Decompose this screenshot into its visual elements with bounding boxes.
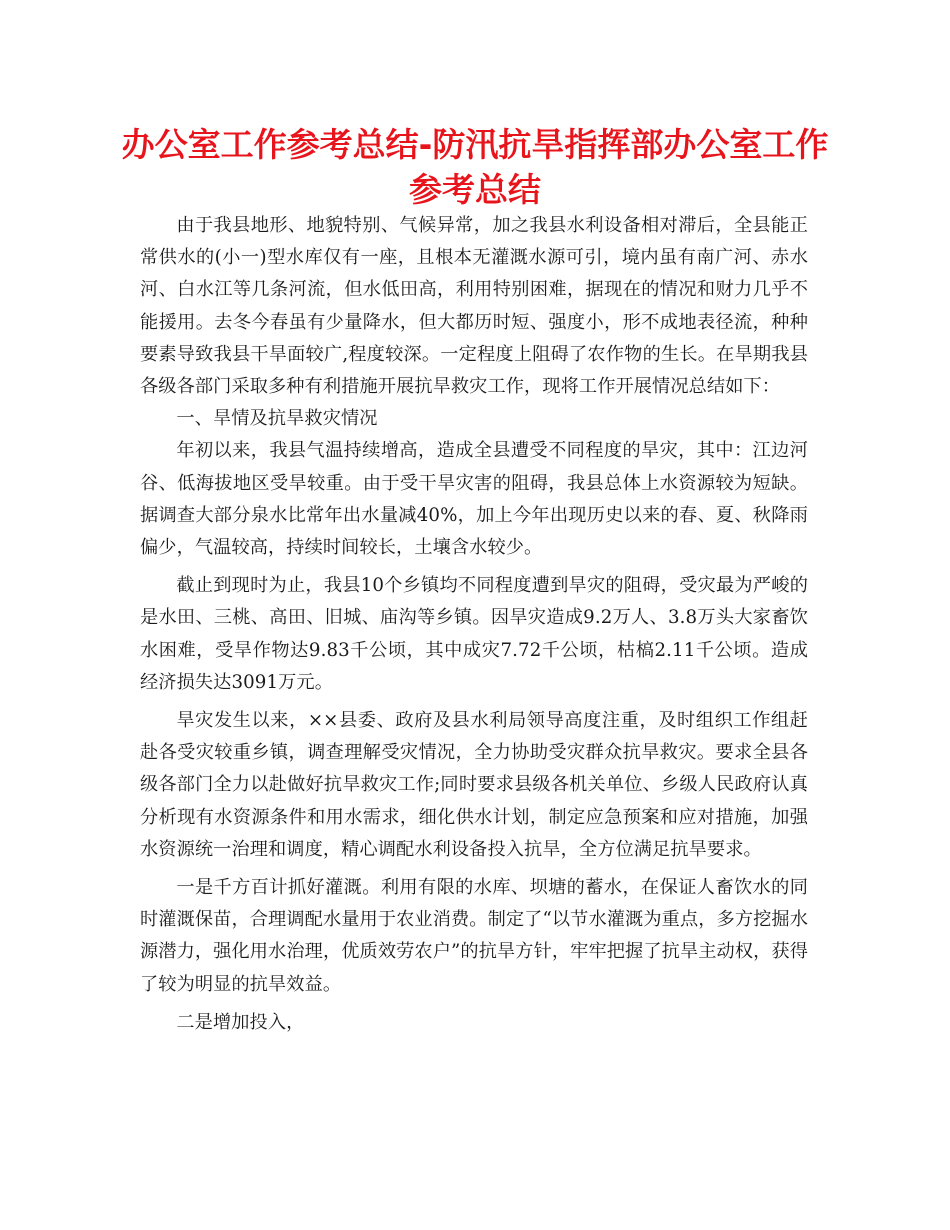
paragraph-intro: 由于我县地形、地貌特别、气候异常，加之我县水利设备相对滞后，全县能正常供水的(小一)型水库仅有一座，且根本无灌溉水源可引，境内虽有南广河、赤水河、白水江等几条河流，但水低田高，利用特别困难，据现在的情况和财力几乎不能援用。去冬今春虽有少量降水，但大都历时短、强度小，形不成地表径流，种种要素导致我县干旱面较广,程度较深。一定程度上阻碍了农作物的生长。在旱期我县各级各部门采取多种有利措施开展抗旱救灾工作，现将工作开展情况总结如下： (140, 215, 808, 398)
paragraph-disaster-statistics: 截止到现时为止，我县10个乡镇均不同程度遭到旱灾的阻碍，受灾最为严峻的是水田、三桃、高田、旧城、庙沟等乡镇。因旱灾造成9.2万人、3.8万头大家畜饮水困难，受旱作物达9.83千公顷，其中成灾7.72千公顷，枯槁2.11千公顷。造成经济损失达3091万元。 (140, 575, 808, 693)
paragraph-increase-investment: 二是增加投入， (176, 1011, 305, 1033)
paragraph-drought-overview: 年初以来，我县气温持续增高，造成全县遭受不同程度的旱灾，其中：江边河谷、低海拔地区受旱较重。由于受干旱灾害的阻碍，我县总体上水资源较为短缺。据调查大部分泉水比常年出水量减40%，加上今年出现历史以来的春、夏、秋降雨偏少，气温较高，持续时间较长，土壤含水较少。 (140, 440, 808, 559)
document-title-line-1: 办公室工作参考总结-防汛抗旱指挥部办公室工作 (121, 125, 829, 164)
paragraph-irrigation-measures: 一是千方百计抓好灌溉。利用有限的水库、坝塘的蓄水，在保证人畜饮水的同时灌溉保苗，合理调配水量用于农业消费。制定了“以节水灌溉为重点，多方挖掘水源潜力，强化用水治理，优质效劳农户”的抗旱方针，牢牢把握了抗旱主动权，获得了较为明显的抗旱效益。 (140, 877, 808, 995)
section-heading-drought-situation: 一、旱情及抗旱救灾情况 (176, 408, 378, 430)
document-title-line-2: 参考总结 (409, 170, 541, 209)
paragraph-government-response: 旱灾发生以来，××县委、政府及县水利局领导高度注重，及时组织工作组赶赴各受灾较重乡镇，调查理解受灾情况，全力协助受灾群众抗旱救灾。要求全县各级各部门全力以赴做好抗旱救灾工作;同时要求县级各机关单位、乡级人民政府认真分析现有水资源条件和用水需求，细化供水计划，制定应急预案和应对措施，加强水资源统一治理和调度，精心调配水利设备投入抗旱，全方位满足抗旱要求。 (140, 710, 808, 860)
document-body (140, 210, 808, 1039)
